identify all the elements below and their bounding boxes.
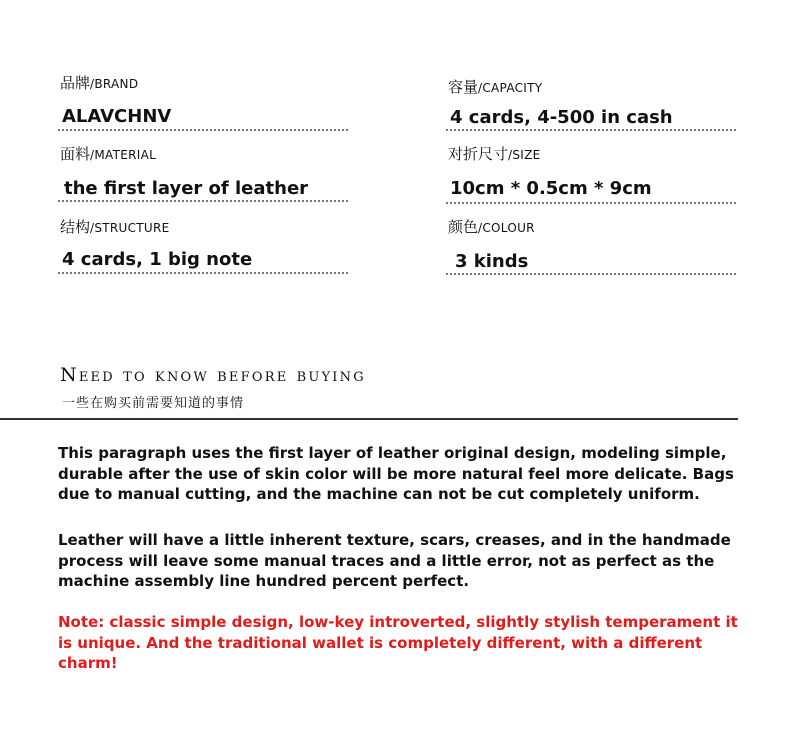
paragraph-design: This paragraph uses the first layer of leather original design, modeling simple, durable after the use of skin color will be more natural feel more delicate. Bags due to manual cutting, and the machine can not be cut completely uniform. [58, 444, 734, 503]
spec-colour-label: 颜色/COLOUR [448, 218, 535, 236]
spec-material-value: the first layer of leather [64, 178, 309, 199]
spec-size [448, 143, 541, 164]
spec-size-label: 对折尺寸/SIZE [448, 145, 541, 163]
paragraph-leather: Leather will have a little inherent texture, scars, creases, and in the handmade process will leave some manual traces and a little error, not as perfect as the machine assembly line hundred percent perfect. [58, 531, 731, 590]
spec-structure [60, 216, 170, 237]
spec-structure-label: 结构/STRUCTURE [60, 218, 170, 236]
spec-material-label: 面料/MATERIAL [60, 145, 157, 163]
spec-size-value: 10cm * 0.5cm * 9cm [450, 178, 652, 199]
spec-capacity-label: 容量/CAPACITY [448, 78, 543, 96]
spec-capacity [448, 76, 542, 97]
section-divider [0, 418, 738, 420]
spec-structure-value: 4 cards, 1 big note [62, 249, 253, 270]
spec-capacity-value: 4 cards, 4-500 in cash [450, 107, 673, 128]
notice-subtitle: 一些在购买前需要知道的事情 [62, 396, 245, 411]
notice-title: Need to know before buying [60, 364, 366, 386]
paragraph-note: Note: classic simple design, low-key introverted, slightly stylish temperament it is unique. And the traditional wallet is completely different, with a different charm! [58, 613, 738, 672]
spec-brand-label: 品牌/BRAND [60, 74, 139, 92]
spec-colour-value: 3 kinds [455, 251, 529, 272]
spec-brand-value: ALAVCHNV [62, 106, 172, 127]
spec-colour [448, 216, 535, 237]
spec-brand [60, 72, 138, 93]
spec-material [60, 143, 156, 164]
